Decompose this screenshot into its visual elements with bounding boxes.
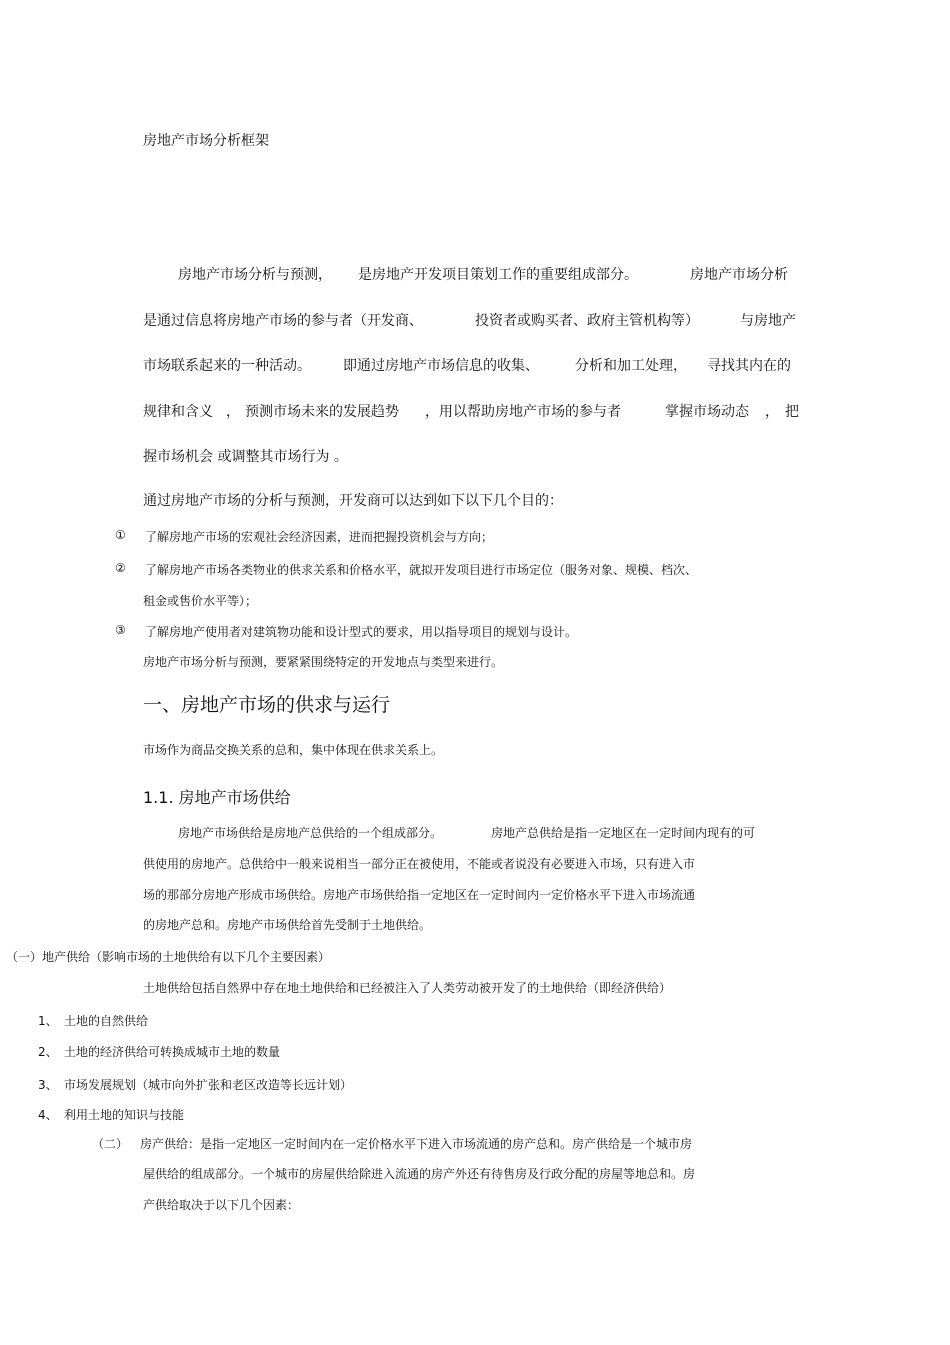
intro-line-4g: 把 [785,404,799,420]
intro-line-2c: 与房地产 [740,313,796,329]
land-factor-number: 1、 [38,1014,58,1028]
house-supply-line-1: 房产供给：是指一定地区一定时间内在一定价格水平下进入市场流通的房产总和。房产供给是一个城市房 [140,1137,693,1151]
land-supply-text: 土地供给包括自然界中存在地土地供给和已经被注入了人类劳动被开发了的土地供给（即经济供给） [143,981,672,995]
intro-line-3d: 寻找其内在的 [707,358,791,374]
intro-line-4a: 规律和含义 [143,404,213,420]
purpose-item: 了解房地产市场各类物业的供求关系和价格水平，就拟开发项目进行市场定位（服务对象、规模、档次、 [145,563,698,577]
section-text: 市场作为商品交换关系的总和，集中体现在供求关系上。 [143,743,444,757]
intro-line-4e: 掌握市场动态 [665,404,749,420]
supply-line-1b: 房地产总供给是指一定地区在一定时间内现有的可 [491,826,756,840]
intro-line-4c: 预测市场未来的发展趋势 [245,404,399,420]
intro-line-3c: 分析和加工处理， [575,358,687,374]
land-factor-item: 土地的自然供给 [64,1014,149,1028]
intro-line-1c: 房地产市场分析 [690,267,788,283]
land-factor-number: 2、 [38,1045,58,1059]
supply-line-1a: 房地产市场供给是房地产总供给的一个组成部分。 [178,826,443,840]
land-factor-item: 市场发展规划（城市向外扩张和老区改造等长远计划） [64,1078,353,1092]
intro-line-4f: ， [765,404,779,420]
house-supply-number: （二） [92,1137,129,1151]
purpose-item-cont: 租金或售价水平等）； [143,594,258,608]
page-title: 房地产市场分析框架 [143,133,269,149]
intro-line-2a: 是通过信息将房地产市场的参与者（开发商、 [143,313,423,329]
intro-line-3b: 即通过房地产市场信息的收集、 [343,358,539,374]
land-factor-number: 3、 [38,1078,58,1092]
intro-line-1b: 是房地产开发项目策划工作的重要组成部分。 [358,267,638,283]
intro-line-3a: 市场联系起来的一种活动。 [143,358,311,374]
house-supply-line-2: 屋供给的组成部分。一个城市的房屋供给除进入流通的房产外还有待售房及行政分配的房屋等地总和。房 [143,1167,696,1181]
intro-line-5: 握市场机会 或调整其市场行为 。 [143,449,348,465]
purpose-item: 了解房地产使用者对建筑物功能和设计型式的要求，用以指导项目的规划与设计。 [145,625,578,639]
land-factor-item: 土地的经济供给可转换成城市土地的数量 [64,1045,281,1059]
supply-line-3: 场的那部分房地产形成市场供给。房地产市场供给指一定地区在一定时间内一定价格水平下进入市场流通 [143,888,696,902]
land-factor-item: 利用土地的知识与技能 [64,1108,185,1122]
section-heading: 一、房地产市场的供求与运行 [143,694,391,716]
purpose-item: 了解房地产市场的宏观社会经济因素，进而把握投资机会与方向； [145,530,494,544]
purpose-note: 房地产市场分析与预测，要紧紧围绕特定的开发地点与类型来进行。 [143,655,504,669]
land-factor-number: 4、 [38,1108,58,1122]
purpose-number: ① [115,528,126,542]
purpose-number: ③ [115,623,126,637]
supply-line-4: 的房地产总和。房地产市场供给首先受制于土地供给。 [143,918,432,932]
subsection-heading: 1.1. 房地产市场供给 [143,788,291,807]
intro-line-4d: ，用以帮助房地产市场的参与者 [425,404,621,420]
purpose-intro: 通过房地产市场的分析与预测，开发商可以达到如下以下几个目的： [143,493,563,509]
intro-line-4b: ， [226,404,240,420]
purpose-number: ② [115,561,126,575]
land-supply-heading: （一）地产供给（影响市场的土地供给有以下几个主要因素） [6,950,331,964]
intro-line-1a: 房地产市场分析与预测， [178,267,332,283]
house-supply-line-3: 产供给取决于以下几个因素： [143,1198,300,1212]
supply-line-2: 供使用的房地产。总供给中一般来说相当一部分正在被使用，不能或者说没有必要进入市场，只有进入市 [143,857,696,871]
intro-line-2b: 投资者或购买者、政府主管机构等） [475,313,699,329]
